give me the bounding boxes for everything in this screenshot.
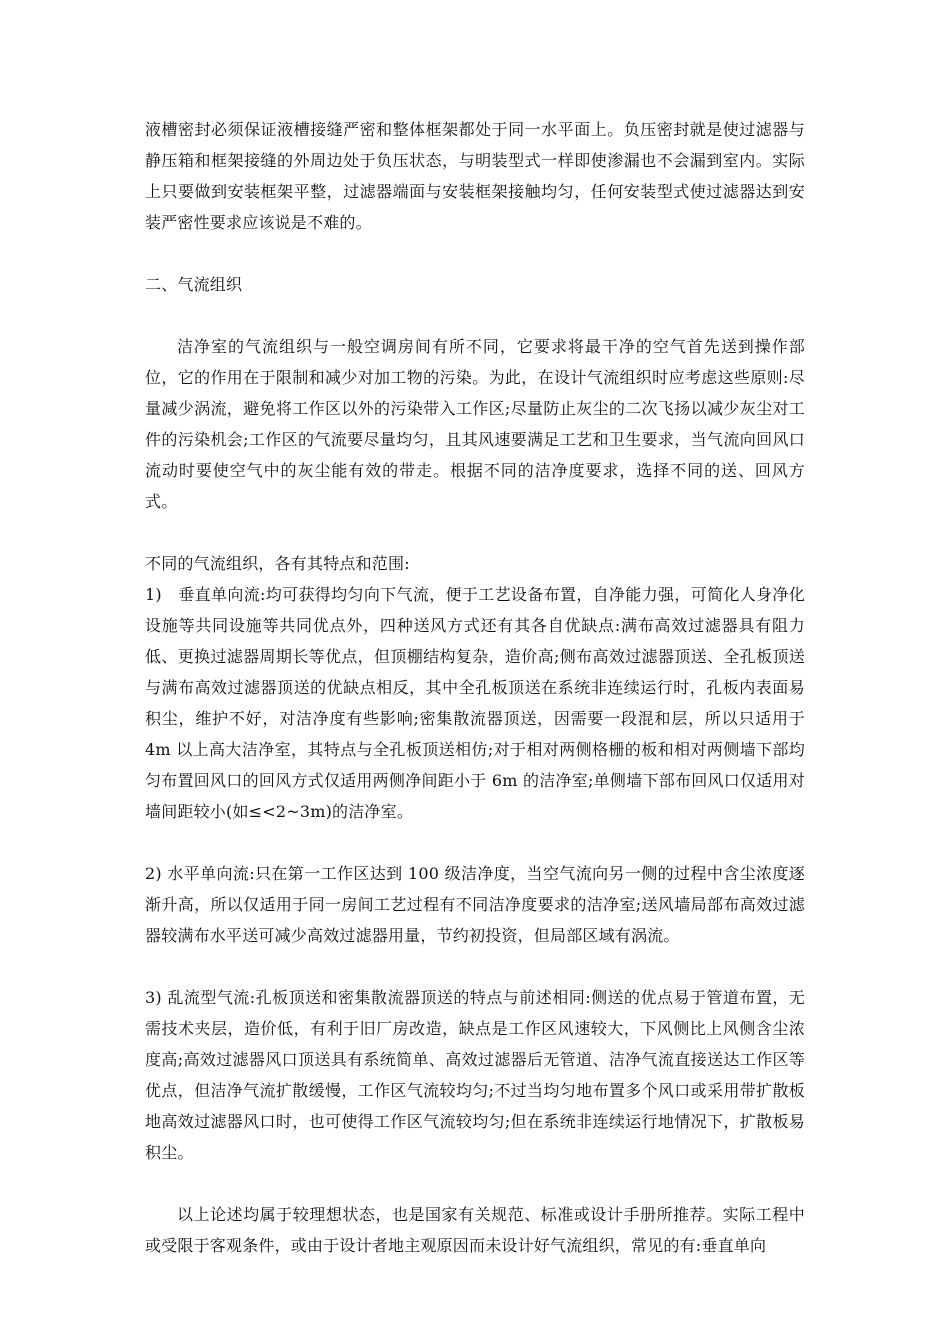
paragraph-practical-issues: 以上论述均属于较理想状态，也是国家有关规范、标准或设计手册所推荐。实际工程中或受限于客观条件，或由于设计者地主观原因而未设计好气流组织，常见的有:垂直单向 bbox=[145, 1205, 805, 1255]
paragraph-seal-methods: 液槽密封必须保证液槽接缝严密和整体框架都处于同一水平面上。负压密封就是使过滤器与静压箱和框架接缝的外周边处于负压状态，与明装型式一样即使渗漏也不会漏到室内。实际上只要做到安装框架平整，过滤器端面与安装框架接触均匀，任何安装型式使过滤器达到安装严密性要求应该说是不难的。 bbox=[145, 120, 805, 232]
paragraph-airflow-types-intro: 不同的气流组织，各有其特点和范围: bbox=[145, 554, 410, 573]
list-item-turbulent-flow: 3) 乱流型气流:孔板顶送和密集散流器顶送的特点与前述相同:侧送的优点易于管道布置，无需技术夹层，造价低，有利于旧厂房改造，缺点是工作区风速较大，下风侧比上风侧含尘浓度高;高效过滤器风口顶送具有系统简单、高效过滤器后无管道、洁净气流直接送达工作区等优点，但洁净气流扩散缓慢，工作区气流较均匀;不过当均匀地布置多个风口或采用带扩散板地高效过滤器风口时，也可使得工作区气流较均匀;但在系统非连续运行地情况下，扩散板易积尘。 bbox=[145, 988, 805, 1162]
list-item-horizontal-unidirectional: 2) 水平单向流:只在第一工作区达到 100 级洁净度，当空气流向另一侧的过程中含尘浓度逐渐升高，所以仅适用于同一房间工艺过程有不同洁净度要求的洁净室;送风墙局部布高效过滤器较满布水平送可减少高效过滤器用量，节约初投资，但局部区域有涡流。 bbox=[145, 864, 805, 945]
section-heading-airflow: 二、气流组织 bbox=[145, 275, 243, 294]
paragraph-airflow-principles: 洁净室的气流组织与一般空调房间有所不同，它要求将最干净的空气首先送到操作部位，它的作用在于限制和减少对加工物的污染。为此，在设计气流组织时应考虑这些原则:尽量减少涡流，避免将工作区以外的污染带入工作区;尽量防止灰尘的二次飞扬以减少灰尘对工件的污染机会;工作区的气流要尽量均匀，且其风速要满足工艺和卫生要求，当气流向回风口流动时要使空气中的灰尘能有效的带走。根据不同的洁净度要求，选择不同的送、回风方式。 bbox=[145, 337, 805, 511]
document-body bbox=[145, 114, 805, 1261]
list-item-vertical-unidirectional: 1) 垂直单向流:均可获得均匀向下气流，便于工艺设备布置，自净能力强，可简化人身净化设施等共同设施等共同优点外，四种送风方式还有其各自优缺点:满布高效过滤器具有阻力低、更换过滤器周期长等优点，但顶棚结构复杂，造价高;侧布高效过滤器顶送、全孔板顶送与满布高效过滤器顶送的优缺点相反，其中全孔板顶送在系统非连续运行时，孔板内表面易积尘，维护不好，对洁净度有些影响;密集散流器顶送，因需要一段混和层，所以只适用于 4m 以上高大洁净室，其特点与全孔板顶送相仿;对于相对两侧格栅的板和相对两侧墙下部均匀布置回风口的回风方式仅适用两侧净间距小于 6m 的洁净室;单侧墙下部布回风口仅适用对墙间距较小(如≤<2~3m)的洁净室。 bbox=[145, 585, 805, 821]
